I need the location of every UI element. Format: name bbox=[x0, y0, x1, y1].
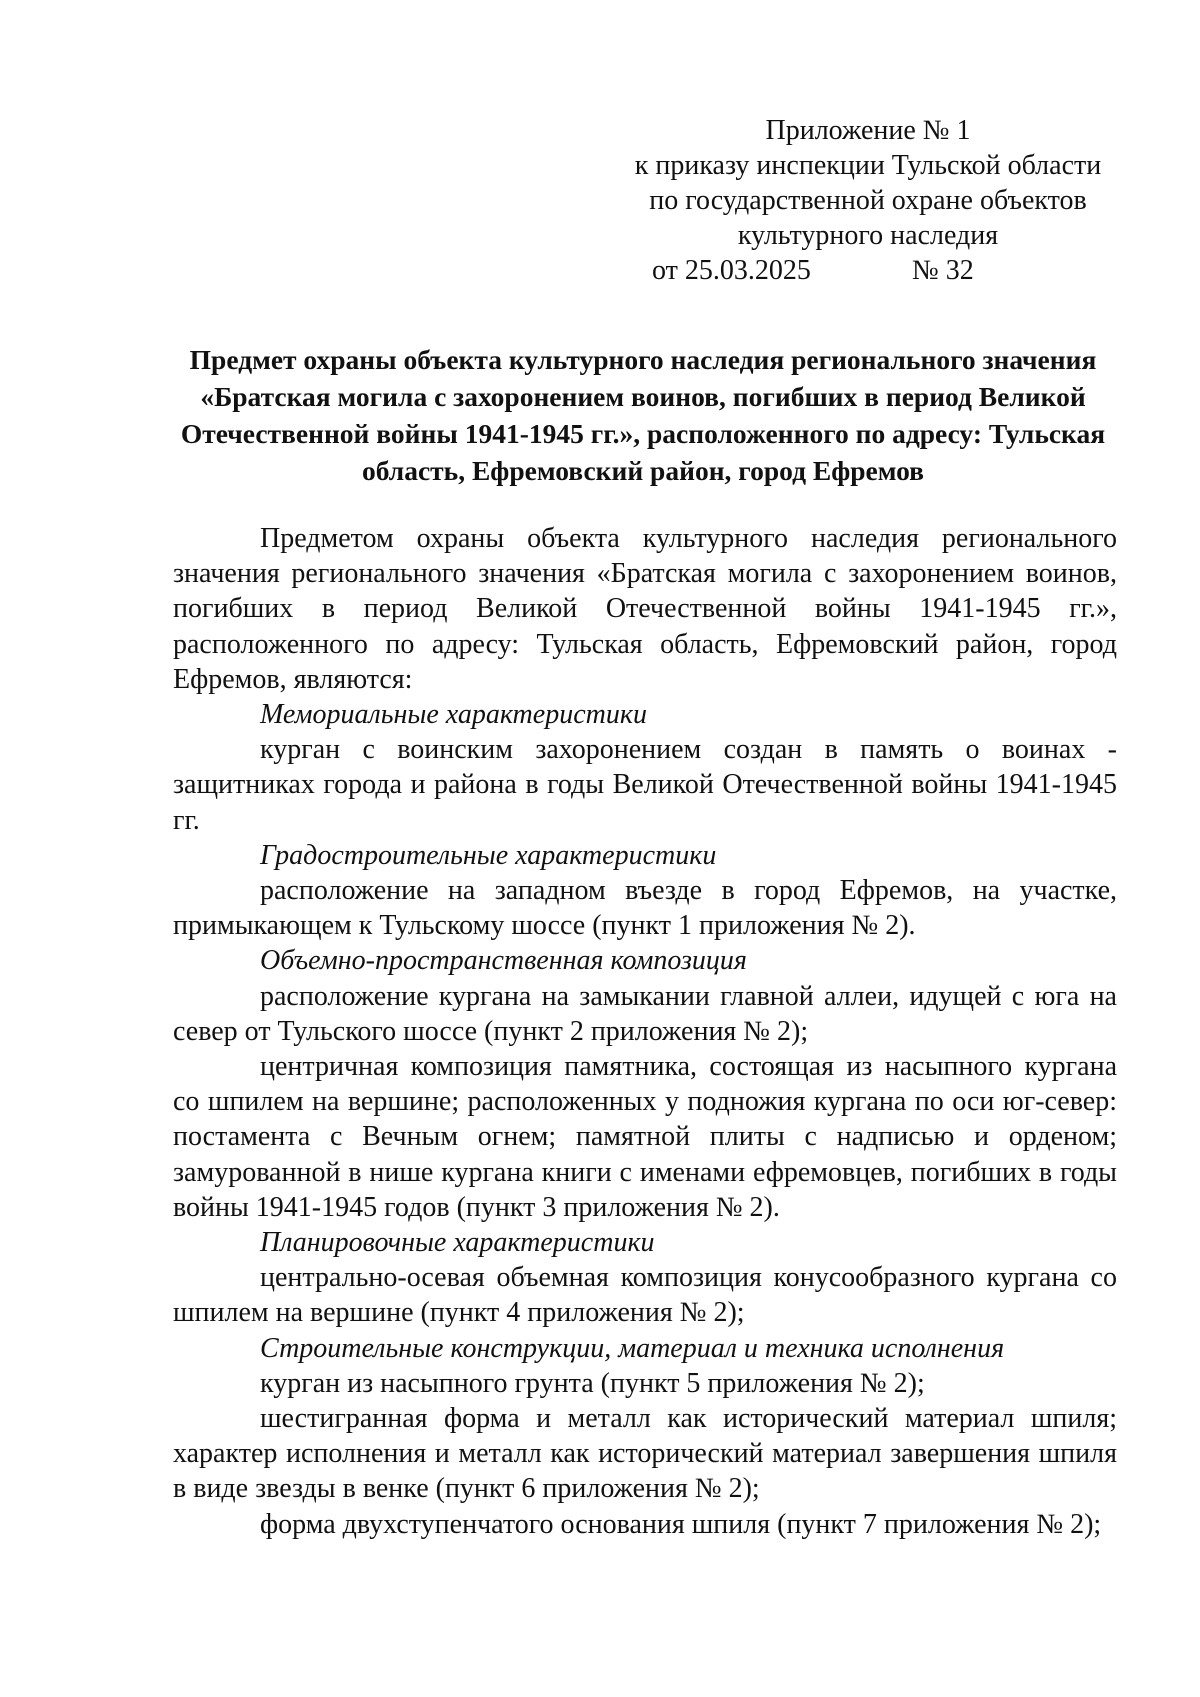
paragraph-urban: расположение на западном въезде в город Ефремов, на участке, примыкающем к Тульскому шоссе (пункт 1 приложения № 2). bbox=[173, 875, 1117, 942]
paragraph-memorial: курган с воинским захоронением создан в память о воинах - защитниках города и района в годы Великой Отечественной войны 1941-1945 гг. bbox=[173, 734, 1117, 836]
order-number: № 32 bbox=[912, 255, 974, 286]
appendix-line-1: к приказу инспекции Тульской области bbox=[634, 150, 1102, 181]
paragraph-intro: Предметом охраны объекта культурного наследия регионального значения регионального значения «Братская могила с захоронением воинов, погибших в период Великой Отечественной войны 1941-1945 гг.», расположенного по адресу: Тульская область, Ефремовский район, город Ефремов, являются: bbox=[173, 523, 1117, 695]
section-heading-memorial: Мемориальные характеристики bbox=[260, 699, 647, 731]
paragraph-planning: центрально-осевая объемная композиция конусообразного кургана со шпилем на вершине (пункт 4 приложения № 2); bbox=[173, 1262, 1117, 1329]
appendix-title: Приложение № 1 bbox=[765, 115, 971, 146]
order-date: от 25.03.2025 bbox=[652, 255, 811, 286]
document-title: Предмет охраны объекта культурного наследия регионального значения «Братская могила с захоронением воинов, погибших в период Великой Отечественной войны 1941-1945 гг.», расположенного по адресу: Тульская область, Ефремовский район, город Ефремов bbox=[180, 344, 1106, 486]
document-body bbox=[173, 521, 1117, 1542]
paragraph-volume-1: расположение кургана на замыкании главной аллеи, идущей с юга на север от Тульского шоссе (пункт 2 приложения № 2); bbox=[173, 980, 1117, 1047]
appendix-line-2: по государственной охране объектов bbox=[649, 185, 1087, 216]
section-heading-urban: Градостроительные характеристики bbox=[260, 839, 717, 871]
section-heading-volume: Объемно-пространственная композиция bbox=[260, 945, 747, 977]
order-date-number bbox=[608, 253, 1128, 288]
section-heading-construction: Строительные конструкции, материал и техника исполнения bbox=[260, 1332, 1005, 1364]
paragraph-volume-2: центричная композиция памятника, состоящая из насыпного кургана со шпилем на вершине; расположенных у подножия кургана по оси юг-север: постамента с Вечным огнем; памятной плиты с надписью и орденом; замурованной в нише кургана книги с именами ефремовцев, погибших в годы войны 1941-1945 годов (пункт 3 приложения № 2). bbox=[173, 1051, 1117, 1223]
appendix-header bbox=[608, 113, 1128, 288]
appendix-line-3: культурного наследия bbox=[737, 220, 999, 251]
paragraph-construction-3: форма двухступенчатого основания шпиля (пункт 7 приложения № 2); bbox=[260, 1508, 1102, 1540]
paragraph-construction-2: шестигранная форма и металл как исторический материал шпиля; характер исполнения и металл как исторический материал завершения шпиля в виде звезды в венке (пункт 6 приложения № 2); bbox=[173, 1403, 1117, 1505]
section-heading-planning: Планировочные характеристики bbox=[260, 1227, 655, 1259]
paragraph-construction-1: курган из насыпного грунта (пункт 5 приложения № 2); bbox=[260, 1367, 925, 1399]
